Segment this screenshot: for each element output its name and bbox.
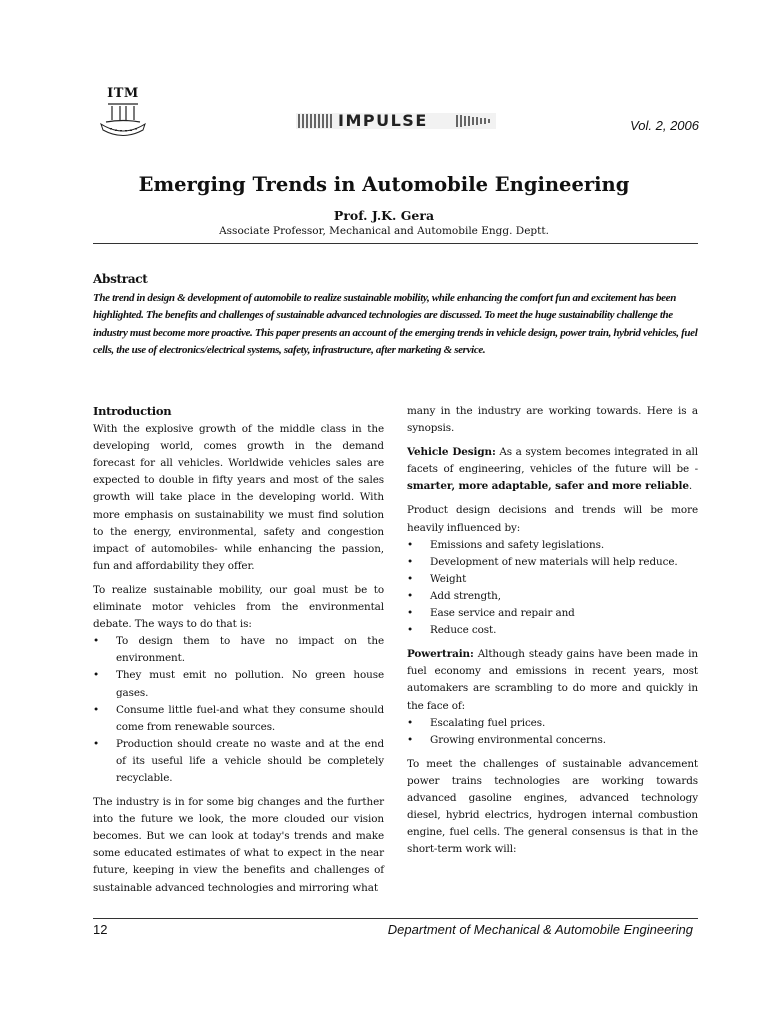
- right-column: [407, 403, 698, 865]
- powertrain-label: Powertrain:: [407, 648, 474, 661]
- vehicle-design-paragraph: [407, 444, 698, 495]
- list-item: • Ease service and repair and: [407, 605, 698, 622]
- list-item: • Production should create no waste and at the end of its useful life a vehicle should be completely recyclable.: [93, 736, 384, 787]
- list-item: • Reduce cost.: [407, 622, 698, 639]
- intro-paragraph-1: With the explosive growth of the middle class in the developing world, comes growth in the demand forecast for all vehicles. Worldwide vehicles sales are expected to double in fifty years and most of the sales growth will take place in the developing world. With more emphasis on sustainability we must find solution to the energy, environmental, safety and congestion impact of automobiles- while enhancing the passion, fun and affordability they offer.: [93, 423, 384, 572]
- list-item: • Development of new materials will help reduce.: [407, 554, 698, 571]
- powertrain-paragraph: [407, 646, 698, 714]
- goals-list: [93, 633, 384, 787]
- vehicle-design-bold: smarter, more adaptable, safer and more reliable: [407, 480, 689, 493]
- abstract-heading: Abstract: [93, 272, 148, 286]
- list-item: • Add strength,: [407, 588, 698, 605]
- author-affiliation: Associate Professor, Mechanical and Automobile Engg. Deptt.: [219, 225, 549, 237]
- list-item: • They must emit no pollution. No green house gases.: [93, 667, 384, 701]
- list-item: • Emissions and safety legislations.: [407, 537, 698, 554]
- vehicle-design-label: Vehicle Design:: [407, 446, 496, 459]
- volume-label: Vol. 2, 2006: [630, 118, 699, 133]
- introduction-heading: Introduction: [93, 404, 172, 418]
- left-column: [93, 403, 384, 904]
- synopsis-paragraph: many in the industry are working towards. Here is a synopsis.: [407, 405, 698, 435]
- concerns-list: [407, 715, 698, 749]
- crest-icon: [98, 86, 148, 138]
- intro-paragraph-3: The industry is in for some big changes and the further into the future we look, the more clouded our vision becomes. But we can look at today's trends and make some educated estimates of what to expect in the near future, keeping in view the benefits and challenges of sustainable advanced technologies and mirroring what: [93, 796, 384, 894]
- itm-logo: [98, 86, 148, 138]
- list-item: • Growing environmental concerns.: [407, 732, 698, 749]
- abstract-body: The trend in design & development of automobile to realize sustainable mobility, while enhancing the comfort fun and excitement has been highlighted. The benefits and challenges of sustainable advanced technologies are discussed. To meet the huge sustainability challenge the industry must become more proactive. This paper presents an account of the emerging trends in vehicle design, power train, hybrid vehicles, fuel cells, the use of electronics/electrical systems, safety, infrastructure, after marketing & service.: [93, 292, 698, 357]
- banner-title: IMPULSE: [338, 111, 428, 130]
- list-item: • Escalating fuel prices.: [407, 715, 698, 732]
- title-divider: [93, 243, 698, 244]
- page-number: 12: [93, 922, 108, 937]
- author-name: Prof. J.K. Gera: [333, 208, 435, 223]
- list-item: • Weight: [407, 571, 698, 588]
- article-title: Emerging Trends in Automobile Engineering: [138, 173, 630, 196]
- footer-divider: [93, 918, 698, 919]
- logo-text: ITM: [107, 86, 139, 101]
- intro-paragraph-2: To realize sustainable mobility, our goal must be to eliminate motor vehicles from the environmental debate. The ways to do that is:: [93, 583, 384, 631]
- challenges-paragraph: To meet the challenges of sustainable advancement power trains technologies are working towards advanced gasoline engines, advanced technology diesel, hybrid electrics, hydrogen internal combustion engine, fuel cells. The general consensus is that in the short-term work will:: [407, 757, 698, 856]
- impulse-banner: [296, 111, 496, 131]
- list-item: • To design them to have no impact on the environment.: [93, 633, 384, 667]
- footer-department: Department of Mechanical & Automobile Engineering: [387, 922, 693, 937]
- product-design-paragraph: Product design decisions and trends will be more heavily influenced by:: [407, 504, 698, 534]
- vehicle-design-end: .: [688, 480, 693, 493]
- influences-list: [407, 537, 698, 640]
- powertrain-text: Although steady gains have been made in fuel economy and emissions in recent years, most automakers are scrambling to do more and quickly in the face of:: [407, 648, 698, 712]
- list-item: • Consume little fuel-and what they consume should come from renewable sources.: [93, 702, 384, 736]
- vehicle-design-text: As a system becomes integrated in all facets of engineering, vehicles of the future will be -: [407, 446, 699, 476]
